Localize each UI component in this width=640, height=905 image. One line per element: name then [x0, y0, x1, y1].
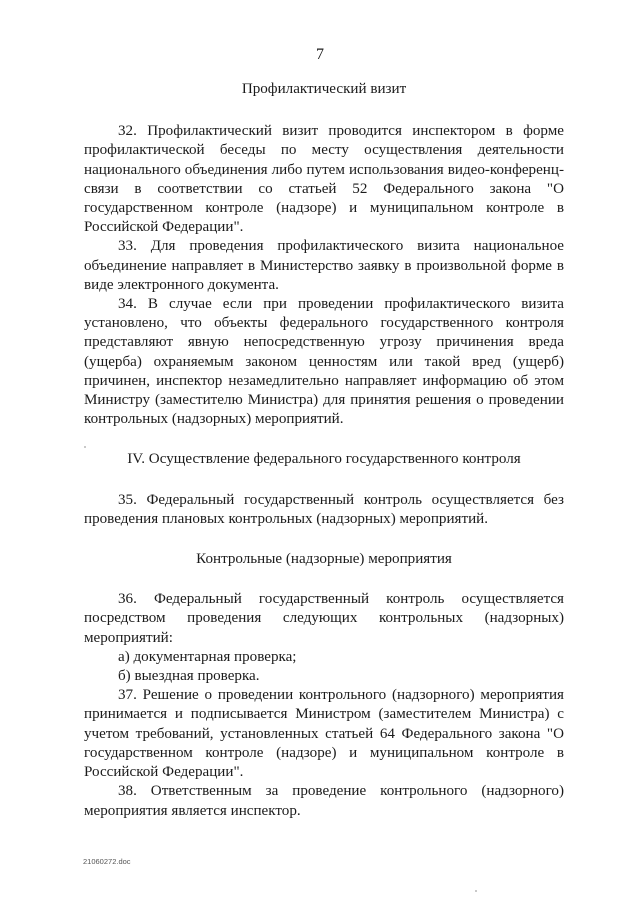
list-item-b: б) выездная проверка.	[118, 668, 260, 685]
chapter-heading-iv: IV. Осуществление федерального государственного контроля	[127, 451, 521, 468]
paragraph-35: 35. Федеральный государственный контроль осуществляется без проведения плановых контрольных (надзорных) мероприятий.	[84, 491, 564, 527]
paragraph-38: 38. Ответственным за проведение контрольного (надзорного) мероприятия является инспектор.	[84, 783, 564, 819]
list-item-a: а) документарная проверка;	[118, 648, 297, 665]
paragraph-32: 32. Профилактический визит проводится инспектором в форме профилактической беседы по месту осуществления деятельности национального объединения либо путем использования видео-конференц-связи в соответствии со статьей 52 Федерального закона "О государственном контроле (надзоре) и муниципальном контроле в Российской Федерации".	[84, 123, 564, 236]
paragraph-36: 36. Федеральный государственный контроль осуществляется посредством проведения следующих контрольных (надзорных) мероприятий:	[84, 591, 564, 646]
paragraph-33: 33. Для проведения профилактического визита национальное объединение направляет в Министерство заявку в произвольной форме в виде электронного документа.	[84, 238, 564, 293]
scan-speck	[475, 890, 477, 892]
document-body	[84, 80, 564, 821]
section-heading-preventive-visit: Профилактический визит	[241, 81, 407, 97]
page-number: 7	[316, 46, 324, 63]
paragraph-37: 37. Решение о проведении контрольного (надзорного) мероприятия принимается и подписывается Министром (заместителем Министра) с учетом требований, установленных статьей 64 Федерального закона "О государственном контроле (надзоре) и муниципальном контроле в Российской Федерации".	[84, 687, 564, 781]
section-heading-control-measures: Контрольные (надзорные) мероприятия	[196, 551, 452, 568]
footer-filename: 21060272.doc	[83, 857, 131, 866]
scan-speck	[84, 446, 86, 448]
paragraph-34: 34. В случае если при проведении профилактического визита установлено, что объекты федерального государственного контроля представляют явную непосредственную угрозу причинения вреда (ущерба) охраняемым законом ценностям или такой вред (ущерб) причинен, инспектор незамедлительно направляет информацию об этом Министру (заместителю Министра) для принятия решения о проведении контрольных (надзорных) мероприятий.	[84, 296, 564, 428]
